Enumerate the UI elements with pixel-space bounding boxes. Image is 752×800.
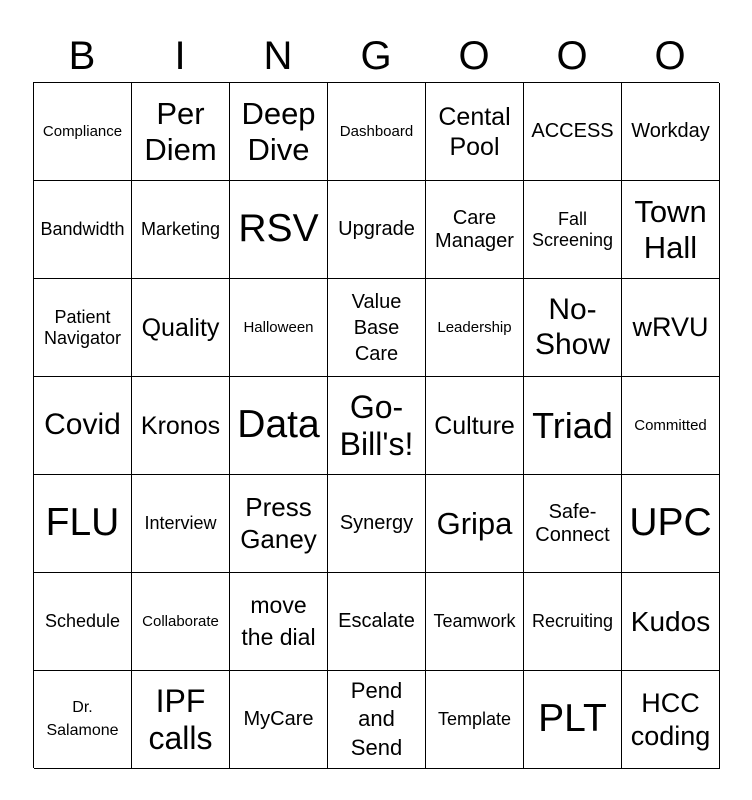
bingo-cell[interactable]: Quality — [132, 279, 230, 377]
bingo-cell[interactable]: MyCare — [230, 671, 328, 769]
bingo-cell[interactable]: Fall Screening — [524, 181, 622, 279]
bingo-cell[interactable]: Cental Pool — [426, 83, 524, 181]
bingo-cell[interactable]: Dashboard — [328, 83, 426, 181]
bingo-cell[interactable]: Interview — [132, 475, 230, 573]
bingo-cell[interactable]: Gripa — [426, 475, 524, 573]
header-letter-n: N — [263, 34, 293, 78]
bingo-cell[interactable]: Town Hall — [622, 181, 720, 279]
bingo-cell[interactable]: Kudos — [622, 573, 720, 671]
bingo-cell[interactable]: Data — [230, 377, 328, 475]
bingo-cell[interactable]: Marketing — [132, 181, 230, 279]
header-letter-g: G — [360, 34, 392, 78]
bingo-cell[interactable]: Go-Bill's! — [328, 377, 426, 475]
bingo-cell[interactable]: Template — [426, 671, 524, 769]
bingo-cell[interactable]: FLU — [34, 475, 132, 573]
bingo-cell[interactable]: Value Base Care — [328, 279, 426, 377]
bingo-cell[interactable]: Triad — [524, 377, 622, 475]
bingo-cell[interactable]: Workday — [622, 83, 720, 181]
header-letter-b: B — [68, 34, 96, 78]
bingo-cell[interactable]: Dr. Salamone — [34, 671, 132, 769]
bingo-cell[interactable]: Compliance — [34, 83, 132, 181]
bingo-cell[interactable]: Care Manager — [426, 181, 524, 279]
bingo-cell[interactable]: UPC — [622, 475, 720, 573]
bingo-cell[interactable]: Per Diem — [132, 83, 230, 181]
bingo-cell[interactable]: Schedule — [34, 573, 132, 671]
bingo-cell[interactable]: Leadership — [426, 279, 524, 377]
bingo-card-grid — [33, 82, 719, 768]
header-letter-o3: O — [654, 34, 686, 78]
bingo-cell[interactable]: Bandwidth — [34, 181, 132, 279]
bingo-cell[interactable]: Culture — [426, 377, 524, 475]
bingo-cell[interactable]: PLT — [524, 671, 622, 769]
bingo-cell[interactable]: Covid — [34, 377, 132, 475]
bingo-cell[interactable]: Pend and Send — [328, 671, 426, 769]
bingo-cell[interactable]: Recruiting — [524, 573, 622, 671]
bingo-cell[interactable]: wRVU — [622, 279, 720, 377]
bingo-cell[interactable]: HCC coding — [622, 671, 720, 769]
bingo-cell[interactable]: Escalate — [328, 573, 426, 671]
header-letter-o2: O — [556, 34, 588, 78]
bingo-header — [33, 30, 719, 82]
bingo-cell[interactable]: move the dial — [230, 573, 328, 671]
bingo-cell[interactable]: Patient Navigator — [34, 279, 132, 377]
bingo-cell[interactable]: No-Show — [524, 279, 622, 377]
bingo-cell[interactable]: Kronos — [132, 377, 230, 475]
bingo-cell[interactable]: Halloween — [230, 279, 328, 377]
bingo-cell[interactable]: Upgrade — [328, 181, 426, 279]
bingo-cell[interactable]: Collaborate — [132, 573, 230, 671]
bingo-cell[interactable]: ACCESS — [524, 83, 622, 181]
header-letter-i: I — [174, 34, 186, 78]
bingo-cell[interactable]: Deep Dive — [230, 83, 328, 181]
bingo-cell[interactable]: Committed — [622, 377, 720, 475]
bingo-cell[interactable]: IPF calls — [132, 671, 230, 769]
bingo-cell[interactable]: Teamwork — [426, 573, 524, 671]
bingo-cell[interactable]: Press Ganey — [230, 475, 328, 573]
header-letter-o1: O — [458, 34, 490, 78]
bingo-cell[interactable]: Safe-Connect — [524, 475, 622, 573]
bingo-cell[interactable]: Synergy — [328, 475, 426, 573]
bingo-cell[interactable]: RSV — [230, 181, 328, 279]
